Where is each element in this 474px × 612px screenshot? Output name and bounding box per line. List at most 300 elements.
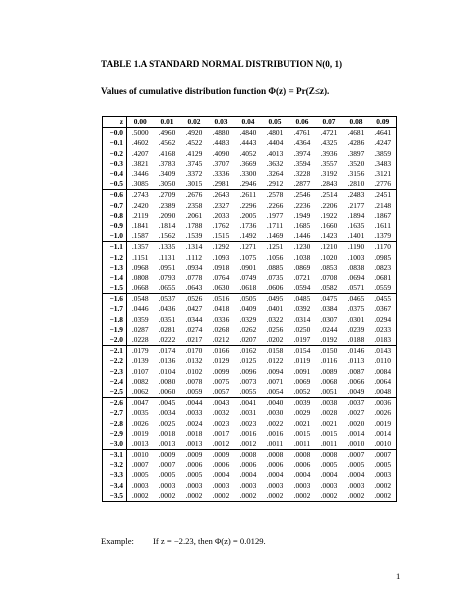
probability-cell: .0274 xyxy=(185,324,203,334)
table-row xyxy=(103,367,397,377)
header-cell: 0.06 xyxy=(289,117,316,128)
probability-cell: .0008 xyxy=(289,450,316,461)
z-value-cell: −2.1 xyxy=(103,346,127,357)
probability-cell: .4168 xyxy=(158,148,176,158)
probability-cell: .0035 xyxy=(131,408,149,418)
probability-cell: .0351 xyxy=(158,314,176,324)
probability-cell: .4761 xyxy=(293,128,311,138)
probability-cell: .0017 xyxy=(212,428,230,438)
probability-cell: .1841 xyxy=(131,220,149,230)
probability-cell: .0016 xyxy=(266,428,284,438)
probability-cell: .0014 xyxy=(347,428,365,438)
probability-cell: .3821 xyxy=(131,158,149,168)
probability-cell: .2643 xyxy=(208,190,235,201)
probability-cell: .0028 xyxy=(320,408,338,418)
probability-cell: .3085 xyxy=(131,179,149,189)
probability-cell: .0594 xyxy=(293,283,311,293)
probability-cell: .3156 xyxy=(347,169,365,179)
probability-cell: .4920 xyxy=(185,128,203,138)
probability-cell: .4522 xyxy=(185,138,203,148)
probability-cell: .4404 xyxy=(266,138,284,148)
probability-cell: .5000 xyxy=(131,128,149,138)
probability-cell: .0329 xyxy=(239,314,257,324)
probability-cell: .0197 xyxy=(293,335,311,345)
probability-cell: .2236 xyxy=(293,200,311,210)
probability-cell: .0823 xyxy=(374,262,392,272)
probability-cell: .4840 xyxy=(239,128,257,138)
table-row xyxy=(103,481,397,491)
probability-cell: .0146 xyxy=(343,346,370,357)
probability-cell: .0485 xyxy=(289,294,316,305)
page-number: 1 xyxy=(396,571,401,581)
probability-cell: .0119 xyxy=(293,356,311,366)
probability-cell: .0034 xyxy=(158,408,176,418)
table-row xyxy=(103,179,397,190)
probability-cell: .0516 xyxy=(208,294,235,305)
probability-cell: .0256 xyxy=(266,324,284,334)
z-value-cell: −2.4 xyxy=(103,377,127,387)
probability-cell: .1949 xyxy=(293,210,311,220)
z-value-cell: −0.6 xyxy=(103,190,127,201)
probability-cell: .0025 xyxy=(158,418,176,428)
probability-cell: .2514 xyxy=(316,190,343,201)
probability-cell: .0002 xyxy=(347,490,365,500)
probability-cell: .3745 xyxy=(185,158,203,168)
probability-cell: .0048 xyxy=(374,386,392,396)
probability-cell: .4207 xyxy=(131,148,149,158)
probability-cell: .1814 xyxy=(158,220,176,230)
probability-cell: .0901 xyxy=(239,262,257,272)
example-text: If z = −2.23, then Φ(z) = 0.0129. xyxy=(153,536,266,546)
probability-cell: .0005 xyxy=(131,470,149,480)
probability-cell: .0013 xyxy=(158,438,176,448)
header-cell: 0.07 xyxy=(316,117,343,128)
probability-cell: .3336 xyxy=(212,169,230,179)
probability-cell: .0212 xyxy=(212,335,230,345)
probability-cell: .0094 xyxy=(266,366,284,376)
z-value-cell: −1.6 xyxy=(103,294,127,305)
table-row xyxy=(103,304,397,314)
probability-cell: .0030 xyxy=(266,408,284,418)
header-cell: 0.02 xyxy=(181,117,208,128)
probability-cell: .1292 xyxy=(208,242,235,253)
probability-cell: .0749 xyxy=(239,272,257,282)
probability-cell: .0008 xyxy=(316,450,343,461)
probability-cell: .0409 xyxy=(239,304,257,314)
probability-cell: .0016 xyxy=(239,428,257,438)
probability-cell: .0026 xyxy=(131,418,149,428)
probability-cell: .4052 xyxy=(239,148,257,158)
probability-cell: .0618 xyxy=(239,283,257,293)
probability-cell: .0708 xyxy=(320,272,338,282)
probability-cell: .0287 xyxy=(131,324,149,334)
probability-cell: .2676 xyxy=(181,190,208,201)
z-value-cell: −3.2 xyxy=(103,460,127,470)
probability-cell: .0013 xyxy=(131,438,149,448)
z-value-cell: −2.7 xyxy=(103,408,127,418)
probability-cell: .0091 xyxy=(293,366,311,376)
probability-cell: .0446 xyxy=(131,304,149,314)
probability-cell: .0107 xyxy=(131,366,149,376)
probability-cell: .0505 xyxy=(235,294,262,305)
probability-cell: .0039 xyxy=(289,398,316,409)
z-value-cell: −1.9 xyxy=(103,325,127,335)
probability-cell: .1230 xyxy=(289,242,316,253)
probability-cell: .0045 xyxy=(154,398,181,409)
z-value-cell: −3.5 xyxy=(103,491,127,502)
probability-cell: .0007 xyxy=(131,460,149,470)
probability-cell: .2420 xyxy=(131,200,149,210)
probability-cell: .0336 xyxy=(212,314,230,324)
probability-cell: .1151 xyxy=(132,252,149,262)
probability-cell: .0006 xyxy=(212,460,230,470)
probability-cell: .0951 xyxy=(158,262,176,272)
probability-cell: .0548 xyxy=(127,294,154,305)
z-value-cell: −0.8 xyxy=(103,211,127,221)
example-label: Example: xyxy=(101,536,134,546)
probability-cell: .0606 xyxy=(266,283,284,293)
probability-cell: .1922 xyxy=(320,210,338,220)
probability-cell: .3557 xyxy=(320,158,338,168)
probability-cell: .0010 xyxy=(347,438,365,448)
probability-cell: .1587 xyxy=(131,231,149,241)
table-row xyxy=(103,221,397,231)
probability-cell: .0005 xyxy=(158,470,176,480)
header-cell: 0.08 xyxy=(343,117,370,128)
probability-cell: .1515 xyxy=(212,231,230,241)
probability-cell: .0281 xyxy=(158,324,176,334)
table-row xyxy=(103,450,397,461)
probability-cell: .0059 xyxy=(185,386,203,396)
probability-cell: .0250 xyxy=(293,324,311,334)
probability-cell: .2810 xyxy=(347,179,365,189)
probability-cell: .0307 xyxy=(320,314,338,324)
probability-cell: .0869 xyxy=(293,262,311,272)
probability-cell: .1894 xyxy=(347,210,365,220)
probability-cell: .0002 xyxy=(320,490,338,500)
probability-cell: .0003 xyxy=(266,480,284,490)
probability-cell: .1867 xyxy=(374,210,392,220)
probability-cell: .3936 xyxy=(320,148,338,158)
probability-cell: .0019 xyxy=(374,418,392,428)
probability-cell: .0057 xyxy=(212,386,230,396)
probability-cell: .1788 xyxy=(185,220,203,230)
probability-cell: .3669 xyxy=(239,158,257,168)
probability-cell: .4247 xyxy=(374,138,392,148)
probability-cell: .0694 xyxy=(347,272,365,282)
probability-cell: .1492 xyxy=(239,231,257,241)
probability-cell: .0104 xyxy=(158,366,176,376)
probability-cell: .2327 xyxy=(212,200,230,210)
probability-cell: .0154 xyxy=(289,346,316,357)
probability-cell: .0004 xyxy=(293,470,311,480)
probability-cell: .0021 xyxy=(293,418,311,428)
header-cell: 0.09 xyxy=(370,117,397,128)
z-value-cell: −2.5 xyxy=(103,387,127,398)
probability-cell: .2776 xyxy=(374,179,392,189)
probability-cell: .0475 xyxy=(316,294,343,305)
header-cell: 0.03 xyxy=(208,117,235,128)
probability-cell: .0008 xyxy=(235,450,262,461)
probability-cell: .0207 xyxy=(239,335,257,345)
probability-cell: .0582 xyxy=(320,283,338,293)
probability-cell: .2743 xyxy=(127,190,154,201)
table-row xyxy=(103,325,397,335)
probability-cell: .0009 xyxy=(208,450,235,461)
z-value-cell: −1.7 xyxy=(103,304,127,314)
probability-cell: .0084 xyxy=(374,366,392,376)
probability-cell: .0233 xyxy=(374,324,392,334)
probability-cell: .4880 xyxy=(212,128,230,138)
probability-cell: .2912 xyxy=(266,179,284,189)
probability-cell: .0002 xyxy=(374,480,392,490)
probability-cell: .0010 xyxy=(127,450,154,461)
table-row xyxy=(103,491,397,502)
probability-cell: .0002 xyxy=(239,490,257,500)
table-body xyxy=(103,128,397,502)
table-row xyxy=(103,346,397,357)
z-value-cell: −0.5 xyxy=(103,179,127,190)
probability-cell: .0359 xyxy=(131,314,149,324)
probability-cell: .4562 xyxy=(158,138,176,148)
table-row xyxy=(103,470,397,480)
z-value-cell: −0.2 xyxy=(103,149,127,159)
probability-cell: .0004 xyxy=(239,470,257,480)
probability-cell: .1251 xyxy=(262,242,289,253)
probability-cell: .0073 xyxy=(239,376,257,386)
table-title: TABLE 1.A STANDARD NORMAL DISTRIBUTION N(0, 1) xyxy=(101,59,343,69)
probability-cell: .0239 xyxy=(347,324,365,334)
probability-cell: .3446 xyxy=(131,169,149,179)
probability-cell: .0918 xyxy=(212,262,230,272)
probability-cell: .0054 xyxy=(266,386,284,396)
table-row xyxy=(103,190,397,201)
probability-cell: .0044 xyxy=(181,398,208,409)
probability-cell: .0075 xyxy=(212,376,230,386)
probability-cell: .0418 xyxy=(212,304,230,314)
probability-cell: .0217 xyxy=(185,335,203,345)
table-row xyxy=(103,231,397,242)
z-value-cell: −2.3 xyxy=(103,367,127,377)
probability-cell: .0007 xyxy=(370,450,397,461)
z-value-cell: −2.8 xyxy=(103,418,127,428)
probability-cell: .0089 xyxy=(320,366,338,376)
probability-cell: .0655 xyxy=(158,283,176,293)
z-value-cell: −2.2 xyxy=(103,356,127,366)
probability-cell: .3632 xyxy=(266,158,284,168)
probability-cell: .0222 xyxy=(158,335,176,345)
probability-cell: .0314 xyxy=(293,314,311,324)
probability-cell: .4681 xyxy=(347,128,365,138)
table-row xyxy=(103,263,397,273)
probability-cell: .0003 xyxy=(131,480,149,490)
probability-cell: .0244 xyxy=(320,324,338,334)
table-row xyxy=(103,138,397,148)
probability-cell: .1977 xyxy=(266,210,284,220)
probability-cell: .0024 xyxy=(185,418,203,428)
probability-cell: .0007 xyxy=(158,460,176,470)
probability-cell: .0021 xyxy=(320,418,338,428)
z-value-cell: −3.0 xyxy=(103,439,127,450)
probability-cell: .0721 xyxy=(293,272,311,282)
probability-cell: .2119 xyxy=(132,210,149,220)
probability-cell: .0038 xyxy=(316,398,343,409)
probability-cell: .0004 xyxy=(347,470,365,480)
probability-cell: .1020 xyxy=(320,252,338,262)
probability-cell: .0012 xyxy=(239,438,257,448)
probability-cell: .0002 xyxy=(212,490,230,500)
probability-cell: .0006 xyxy=(293,460,311,470)
probability-cell: .1038 xyxy=(293,252,311,262)
probability-cell: .4721 xyxy=(320,128,338,138)
table-row xyxy=(103,169,397,179)
probability-cell: .0006 xyxy=(185,460,203,470)
table-row xyxy=(103,294,397,305)
table-row xyxy=(103,356,397,366)
probability-cell: .0062 xyxy=(131,386,149,396)
z-value-cell: −0.0 xyxy=(103,128,127,139)
probability-cell: .0158 xyxy=(262,346,289,357)
probability-cell: .0060 xyxy=(158,386,176,396)
probability-cell: .2578 xyxy=(262,190,289,201)
probability-cell: .0036 xyxy=(370,398,397,409)
probability-cell: .0066 xyxy=(347,376,365,386)
probability-cell: .1357 xyxy=(127,242,154,253)
probability-cell: .0003 xyxy=(185,480,203,490)
probability-cell: .0143 xyxy=(370,346,397,357)
probability-cell: .2061 xyxy=(185,210,203,220)
header-cell: z xyxy=(103,117,127,128)
probability-cell: .3483 xyxy=(374,158,392,168)
probability-cell: .1660 xyxy=(320,220,338,230)
probability-cell: .1635 xyxy=(347,220,365,230)
probability-cell: .0069 xyxy=(293,376,311,386)
table-row xyxy=(103,398,397,409)
probability-cell: .1056 xyxy=(266,252,284,262)
probability-cell: .0166 xyxy=(208,346,235,357)
z-value-cell: −0.4 xyxy=(103,169,127,179)
probability-cell: .0051 xyxy=(320,386,338,396)
probability-cell: .3859 xyxy=(374,148,392,158)
probability-cell: .0022 xyxy=(266,418,284,428)
probability-cell: .3228 xyxy=(293,169,311,179)
probability-cell: .1762 xyxy=(212,220,230,230)
probability-cell: .0179 xyxy=(127,346,154,357)
probability-cell: .0049 xyxy=(347,386,365,396)
probability-cell: .0367 xyxy=(374,304,392,314)
probability-cell: .0047 xyxy=(127,398,154,409)
probability-cell: .0041 xyxy=(235,398,262,409)
probability-cell: .0526 xyxy=(181,294,208,305)
table-row xyxy=(103,149,397,159)
probability-cell: .0129 xyxy=(212,356,230,366)
probability-cell: .1112 xyxy=(185,252,203,262)
probability-cell: .0436 xyxy=(158,304,176,314)
probability-cell: .0125 xyxy=(239,356,257,366)
probability-cell: .0078 xyxy=(185,376,203,386)
table-row xyxy=(103,315,397,325)
probability-cell: .0113 xyxy=(347,356,365,366)
probability-cell: .0068 xyxy=(320,376,338,386)
probability-cell: .3050 xyxy=(158,179,176,189)
table-row xyxy=(103,211,397,221)
table-row xyxy=(103,273,397,283)
probability-cell: .0005 xyxy=(347,460,365,470)
probability-cell: .0003 xyxy=(212,480,230,490)
probability-cell: .0262 xyxy=(239,324,257,334)
z-value-cell: −0.7 xyxy=(103,201,127,211)
probability-cell: .0015 xyxy=(320,428,338,438)
probability-cell: .0122 xyxy=(266,356,284,366)
probability-cell: .4443 xyxy=(239,138,257,148)
z-value-cell: −0.3 xyxy=(103,159,127,169)
probability-cell: .0023 xyxy=(239,418,257,428)
probability-cell: .2033 xyxy=(212,210,230,220)
probability-cell: .1003 xyxy=(347,252,365,262)
z-value-cell: −2.6 xyxy=(103,398,127,409)
probability-cell: .0014 xyxy=(374,428,392,438)
probability-cell: .0183 xyxy=(374,335,392,345)
probability-cell: .0071 xyxy=(266,376,284,386)
probability-cell: .0968 xyxy=(131,262,149,272)
probability-cell: .1685 xyxy=(293,220,311,230)
probability-cell: .1271 xyxy=(235,242,262,253)
probability-cell: .0009 xyxy=(154,450,181,461)
probability-cell: .0003 xyxy=(158,480,176,490)
probability-cell: .4129 xyxy=(185,148,203,158)
probability-cell: .2546 xyxy=(289,190,316,201)
probability-cell: .0007 xyxy=(343,450,370,461)
probability-cell: .1314 xyxy=(181,242,208,253)
table-row xyxy=(103,418,397,428)
probability-cell: .0571 xyxy=(347,283,365,293)
probability-cell: .2005 xyxy=(239,210,257,220)
probability-cell: .2981 xyxy=(212,179,230,189)
z-value-cell: −1.4 xyxy=(103,273,127,283)
probability-cell: .4641 xyxy=(374,128,392,138)
z-value-cell: −2.9 xyxy=(103,429,127,439)
probability-cell: .0934 xyxy=(185,262,203,272)
probability-cell: .0005 xyxy=(374,460,392,470)
z-value-cell: −1.2 xyxy=(103,252,127,262)
z-value-cell: −2.0 xyxy=(103,335,127,346)
probability-cell: .0052 xyxy=(293,386,311,396)
probability-cell: .2177 xyxy=(347,200,365,210)
probability-cell: .0136 xyxy=(158,356,176,366)
probability-cell: .0002 xyxy=(158,490,176,500)
probability-cell: .1401 xyxy=(347,231,365,241)
probability-cell: .0096 xyxy=(239,366,257,376)
normal-distribution-table xyxy=(102,116,397,502)
probability-cell: .0985 xyxy=(374,252,392,262)
probability-cell: .4602 xyxy=(131,138,149,148)
probability-cell: .2611 xyxy=(235,190,262,201)
probability-cell: .1335 xyxy=(154,242,181,253)
probability-cell: .0023 xyxy=(212,418,230,428)
table-row xyxy=(103,408,397,418)
probability-cell: .0132 xyxy=(185,356,203,366)
probability-cell: .3015 xyxy=(185,179,203,189)
probability-cell: .0033 xyxy=(185,408,203,418)
probability-cell: .0064 xyxy=(374,376,392,386)
probability-cell: .0011 xyxy=(320,438,338,448)
probability-cell: .0026 xyxy=(374,408,392,418)
probability-cell: .0005 xyxy=(185,470,203,480)
probability-cell: .2358 xyxy=(185,200,203,210)
probability-cell: .0735 xyxy=(266,272,284,282)
probability-cell: .1093 xyxy=(212,252,230,262)
probability-cell: .1562 xyxy=(158,231,176,241)
